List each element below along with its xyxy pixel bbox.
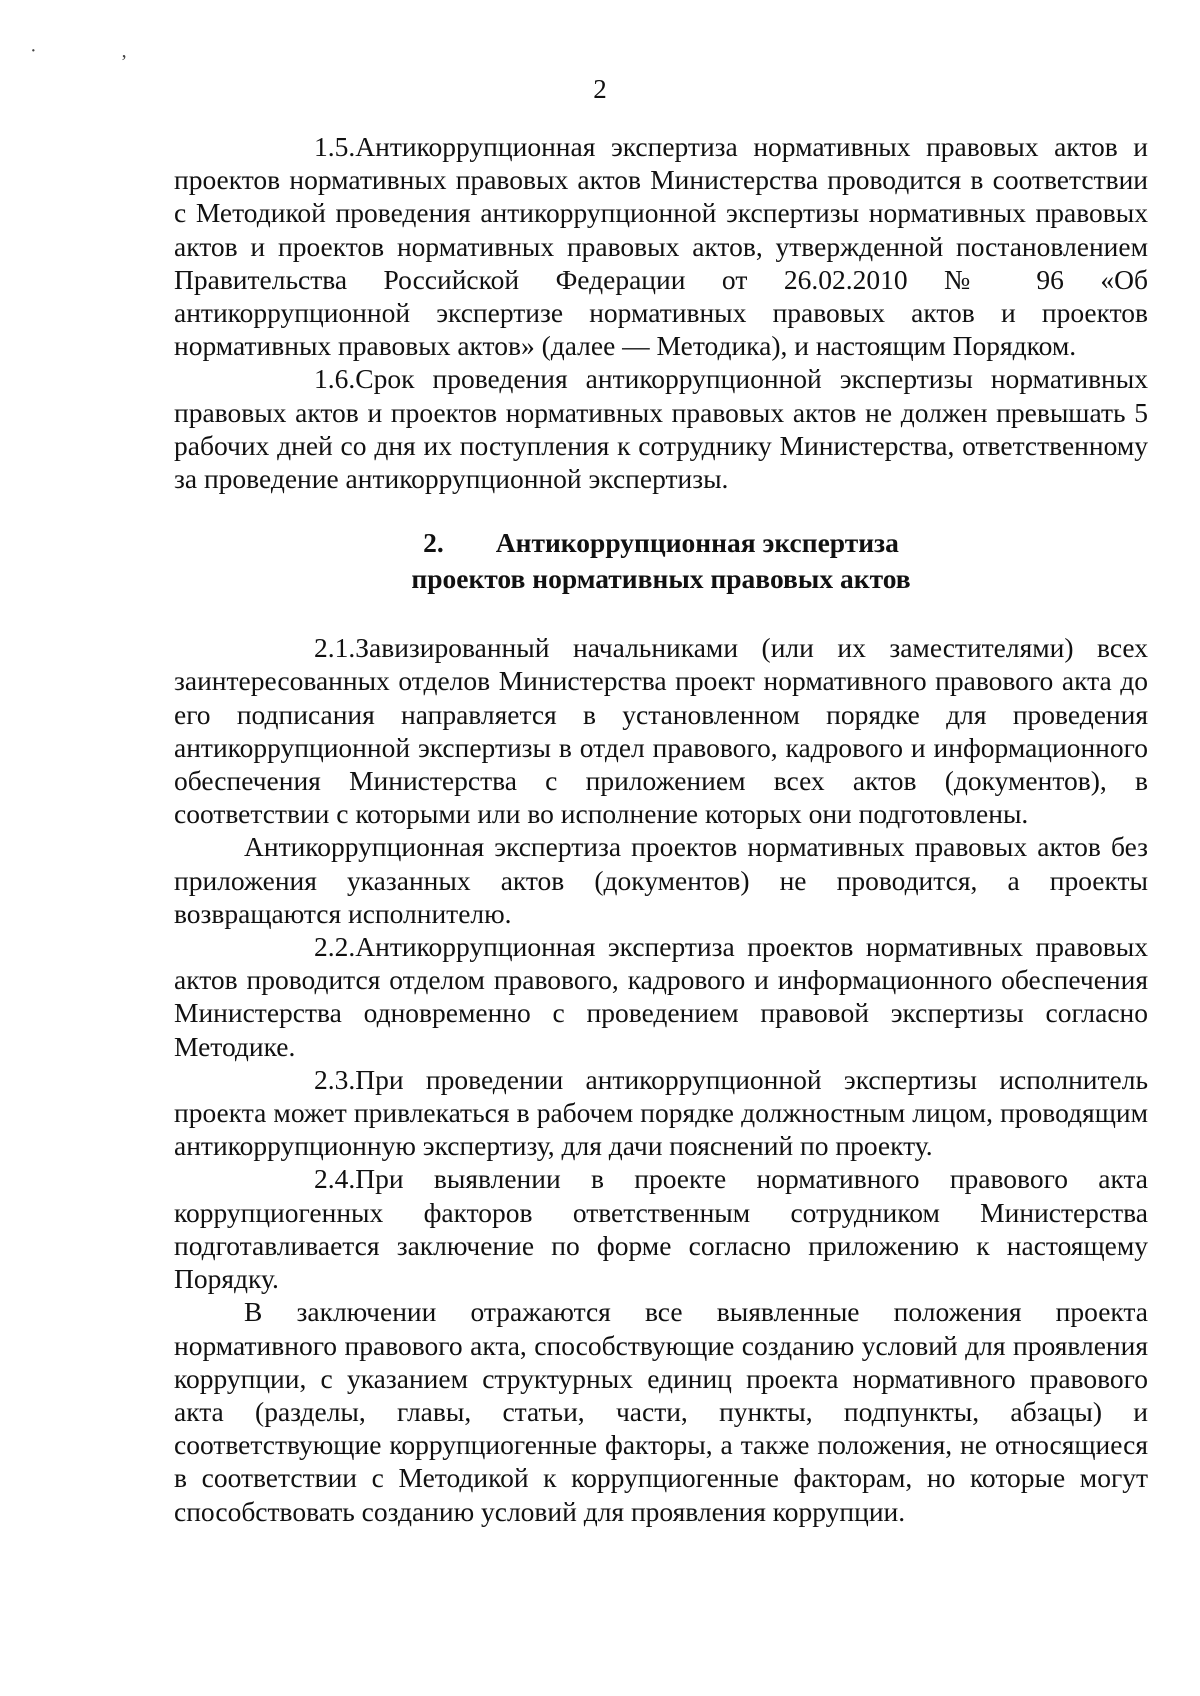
paragraph-2-4 [174,1162,1148,1295]
paragraph-1-6 [174,362,1148,495]
paragraph-number: 2.1. [314,632,356,664]
paragraph-text: Антикоррупционная экспертиза нормативных правовых актов и проектов нормативных правовых актов Министерства проводится в соответствии с Методикой проведения антикоррупционной экспертизы нормативных правовых актов и проектов нормативных правовых актов, утвержденной постановлением Правительства Российской Федерации от 26.02.2010 № 96 «Об антикоррупционной экспертизе нормативных правовых актов и проектов нормативных правовых актов» (далее — Методика), и настоящим Порядком. [174,131,1148,362]
paragraph-2-4-continuation [174,1295,1148,1527]
paragraph-text: Антикоррупционная экспертиза проектов нормативных правовых актов проводится отделом правового, кадрового и информационного обеспечения Министерства одновременно с проведением правовой экспертизы согласно Методике. [174,931,1148,1062]
paragraph-text: Завизированный начальниками (или их заместителями) всех заинтересованных отделов Министерства проект нормативного правового акта до его подписания направляется в установленном порядке для проведения антикоррупционной экспертизы в отдел правового, кадрового и информационного обеспечения Министерства с приложением всех актов (документов), в соответствии с которыми или во исполнение которых они подготовлены. [174,632,1148,830]
section-heading-line-1 [174,525,1148,561]
paragraph-2-3 [174,1063,1148,1163]
paragraph-number: 2.3. [314,1063,356,1095]
paragraph-text: Срок проведения антикоррупционной экспертизы нормативных правовых актов и проектов нормативных правовых актов не должен превышать 5 рабочих дней со дня их поступления к сотруднику Министерства, ответственному за проведение антикоррупционной экспертизы. [174,363,1148,495]
paragraph-number: 2.2. [314,931,356,963]
paragraph-text: В заключении отражаются все выявленные положения проекта нормативного правового акта, способствующие созданию условий для проявления коррупции, с указанием структурных единиц проекта нормативного правового акта (разделы, главы, статьи, части, пункты, подпункты, абзацы) и соответствующие коррупциогенные факторы, а также положения, не относящиеся в соответствии с Методикой к коррупциогенные факторам, но которые могут способствовать созданию условий для проявления коррупции. [174,1296,1148,1527]
scan-specks: · , [30,40,167,62]
paragraph-2-2 [174,930,1148,1063]
paragraph-1-5 [174,130,1148,362]
paragraph-number: 1.5. [314,131,356,162]
page-number: 2 [593,74,607,104]
paragraph-2-1-continuation [174,830,1148,930]
paragraph-text: При проведении антикоррупционной экспертизы исполнитель проекта может привлекаться в рабочем порядке должностным лицом, проводящим антикоррупционную экспертизу, для дачи пояснений по проекту. [174,1063,1148,1162]
paragraph-text: При выявлении в проекте нормативного правового акта коррупциогенных факторов ответственным сотрудником Министерства подготавливается заключение по форме согласно приложению к настоящему Порядку. [174,1163,1148,1295]
document-body [174,130,1148,1528]
paragraph-number: 1.6. [314,363,356,395]
section-heading [174,525,1148,597]
paragraph-2-1 [174,631,1148,830]
paragraph-text: Антикоррупционная экспертиза проектов нормативных правовых актов без приложения указанных актов (документов) не проводится, а проекты возвращаются исполнителю. [174,831,1148,929]
section-title: Антикоррупционная экспертиза [495,527,899,559]
section-heading-line-2: проектов нормативных правовых актов [411,563,911,595]
paragraph-number: 2.4. [314,1163,356,1195]
section-number: 2. [423,527,444,559]
